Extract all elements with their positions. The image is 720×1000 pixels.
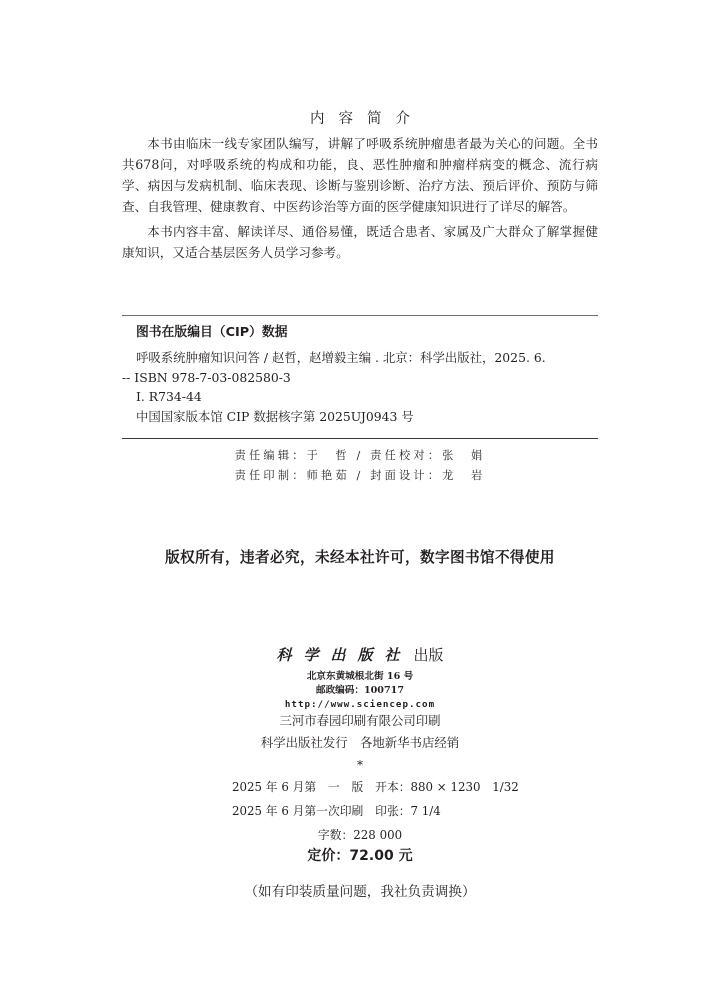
cip-heading: 图书在版编目（CIP）数据 (136, 325, 288, 340)
publisher-url: http://www.sciencep.com (284, 699, 436, 710)
edition-info: 2025 年 6 月第 一 版 开本：880 × 1230 1/32 (232, 780, 519, 794)
summary-body (122, 133, 598, 267)
cip-record (122, 348, 598, 426)
publisher-logo: 科学出版社 (276, 646, 412, 664)
summary-paragraph-1: 本书由临床一线专家团队编写，讲解了呼吸系统肿瘤患者最为关心的问题。全书共678问，对呼吸系统的构成和功能，良、恶性肿瘤和肿瘤样病变的概念、流行病学、病因与发病机制、临床表现、诊断与鉴别诊断、治疗方法、预后评价、预防与筛查、自我管理、健康教育、中医药诊治等方面的医学健康知识进行了详尽的解答。 (122, 136, 598, 214)
copyright-notice: 版权所有，违者必究，未经本社许可，数字图书馆不得使用 (165, 549, 555, 566)
summary-title: 内容简介 (310, 111, 424, 127)
cip-top-rule (122, 315, 598, 316)
editor-credits-line-2: 责任印制：师艳茹 / 封面设计：龙 岩 (234, 469, 486, 482)
editor-credits (0, 446, 720, 486)
printing-info: 2025 年 6 月第一次印刷 印张：7 1/4 (232, 804, 441, 818)
cip-title-line: 呼吸系统肿瘤知识问答 / 赵哲，赵增毅主编 . 北京：科学出版社，2025. 6. (136, 350, 546, 365)
cip-isbn-line: -- ISBN 978-7-03-082580-3 (122, 369, 291, 385)
separator-asterisk: * (357, 758, 363, 772)
printer-info: 三河市春园印刷有限公司印刷 (279, 713, 441, 728)
publisher-suffix: 出版 (413, 646, 444, 664)
cip-record-number-line: 中国国家版本馆 CIP 数据核字第 2025UJ0943 号 (136, 408, 414, 424)
replacement-notice: （如有印装质量问题，我社负责调换） (244, 884, 476, 900)
distribution-info: 科学出版社发行 各地新华书店经销 (260, 735, 460, 750)
price: 定价：72.00 元 (307, 848, 413, 864)
editor-credits-line-1: 责任编辑：于 哲 / 责任校对：张 娟 (234, 449, 486, 462)
cip-classification-line: Ⅰ. R734-44 (136, 389, 202, 404)
cip-bottom-rule (122, 438, 598, 439)
summary-paragraph-2: 本书内容丰富、解读详尽、通俗易懂，既适合患者、家属及广大群众了解掌握健康知识，又适合基层医务人员学习参考。 (122, 224, 598, 260)
publisher-postal-code: 邮政编码：100717 (315, 685, 405, 696)
publisher-line (0, 644, 720, 666)
publisher-address: 北京东黄城根北街 16 号 (306, 671, 414, 682)
word-count: 字数：228 000 (317, 828, 403, 842)
